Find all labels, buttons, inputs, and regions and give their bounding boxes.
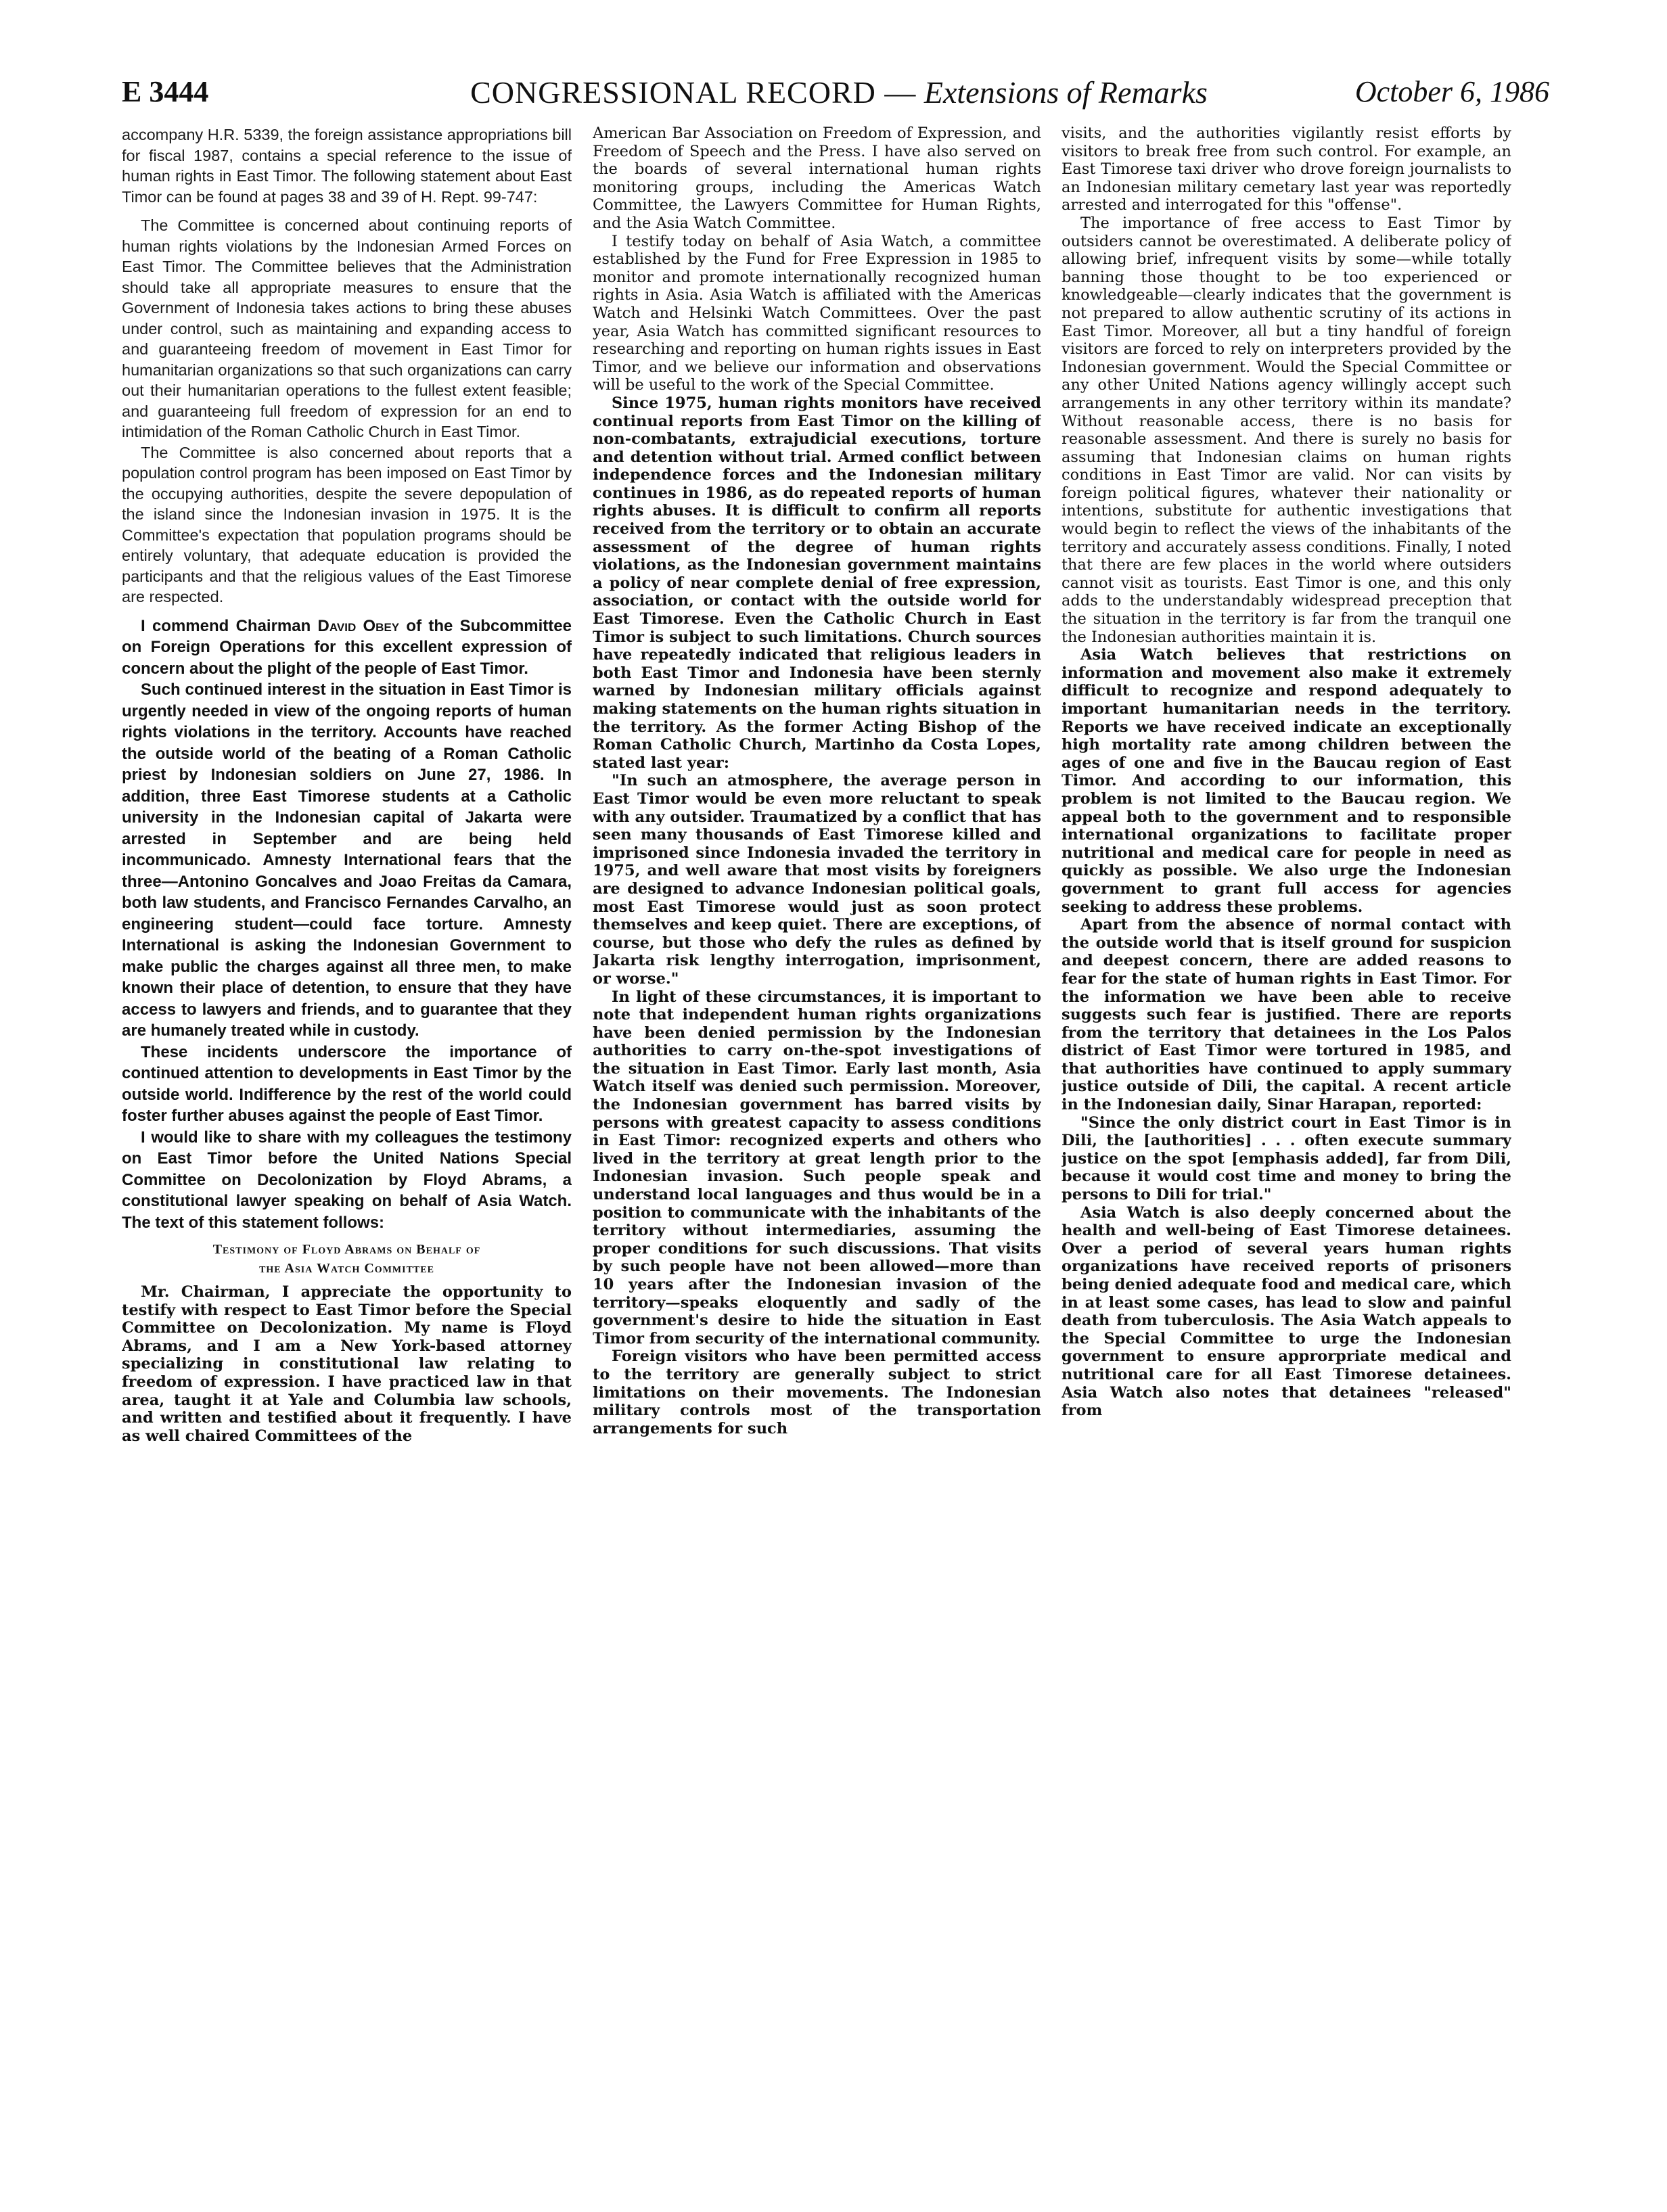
paragraph: Foreign visitors who have been permitted access to the territory are generally subject to strict limitations on their movements. The Indonesian military controls most of the transportation arrangements for such (593, 1347, 1041, 1437)
quotation: "Since the only district court in East Timor is in Dili, the [authorities] . . . often execute summary justice on the spot [emphasis added], far from Dili, because it would cost time and money to bring the persons to Dili for trial." (1061, 1113, 1511, 1204)
paragraph: I would like to share with my colleagues the testimony on East Timor before the United Nations Special Committee on Decolonization by Floyd Abrams, a constitutional lawyer speaking on behalf of Asia Watch. The text of this statement follows: (122, 1128, 572, 1232)
paragraph: Asia Watch is also deeply concerned about the health and well-being of East Timorese detainees. Over a period of several years human rights organizations have received reports of prisoners being denied adequate food and medical care, which in at least some cases, has lead to slow and painful death from tuberculosis. The Asia Watch appeals to the Special Committee to urge the Indonesian government to ensure approrpriate medical and nutritional care for all East Timorese detainees. Asia Watch also notes that detainees "released" from (1061, 1203, 1511, 1420)
paragraph: accompany H.R. 5339, the foreign assistance appropriations bill for fiscal 1987, contains a special reference to the issue of human rights in East Timor. The following statement about East Timor can be found at pages 38 and 39 of H. Rept. 99-747: (122, 126, 572, 206)
running-title (460, 74, 1218, 110)
paragraph: Such continued interest in the situation in East Timor is urgently needed in view of the ongoing reports of human rights violations in the territory. Accounts have reached the outside world of the beating of a Roman Catholic priest by Indonesian soldiers on June 27, 1986. In addition, three East Timorese students at a Catholic university in the Indonesian capital of Jakarta were arrested in September and are being held incommunicado. Amnesty International fears that the three—Antonino Goncalves and Joao Freitas da Camara, both law students, and Francisco Fernandes Carvalho, an engineering student—could face torture. Amnesty International is asking the Indonesian Government to make public the charges against all three men, to make known their place of detention, to ensure that they have access to lawyers and friends, and to guarantee that they are humanely treated while in custody. (122, 681, 572, 1040)
quotation: "In such an atmosphere, the average person in East Timor would be even more reluctant to speak with any outsider. Traumatized by a conflict that has seen many thousands of East Timorese killed and imprisoned since Indonesia invaded the territory in 1975, and well aware that most visits by foreigners are designed to advance Indonesian political goals, most East Timorese would just as soon protect themselves and keep quiet. There are exceptions, of course, but those who defy the rules as defined by Jakarta risk lengthy interrogation, imprisonment, or worse." (593, 772, 1041, 988)
committee-quote-paragraph: The Committee is also concerned about reports that a population control program has been imposed on East Timor by the occupying authorities, despite the severe depopulation of the island since the Indonesian invasion in 1975. It is the Committee's expectation that population programs should be entirely voluntary, that adequate education is provided the participants and that the religious values of the East Timorese are respected. (122, 443, 572, 605)
publication-name: CONGRESSIONAL RECORD — (470, 75, 917, 110)
paragraph: Apart from the absence of normal contact with the outside world that is itself ground for suspicion and deepest concern, there are added reasons to fear for the state of human rights in East Timor. For the information we have been able to receive suggests such fear is justified. There are reports from the territory that detainees in the Los Palos district of East Timor were tortured in 1985, and that authorities have continued to apply summary justice outside of Dili, the capital. A recent article in the Indonesian daily, Sinar Harapan, reported: (1061, 916, 1511, 1114)
paragraph: These incidents underscore the importance of continued attention to developments in East Timor by the outside world. Indifference by the rest of the world could foster further abuses against the people of East Timor. (122, 1042, 572, 1125)
committee-quote-paragraph: The Committee is concerned about continuing reports of human rights violations by the Indonesian Armed Forces on East Timor. The Committee believes that the Administration should take all appropriate measures to ensure that the Government of Indonesia takes actions to bring these abuses under control, such as maintaining and expanding access to and guaranteeing freedom of movement in East Timor for humanitarian organizations so that such organizations can carry out their humanitarian operations to the fullest extent feasible; and guaranteeing full freedom of expression for an end to intimidation of the Roman Catholic Church in East Timor. (122, 216, 572, 440)
paragraph: I commend Chairman David Obey of the Subcommittee on Foreign Operations for this excellent expression of concern about the plight of the people of East Timor. (122, 616, 572, 678)
paragraph: Since 1975, human rights monitors have received continual reports from East Timor on the killing of non-combatants, extrajudicial executions, torture and detention without trial. Armed conflict between independence forces and the Indonesian military continues in 1986, as do repeated reports of human rights abuses. It is difficult to confirm all reports received from the territory or to obtain an accurate assessment of the degree of human rights violations, as the Indonesian government maintains a policy of near complete denial of free expression, association, or contact with the outside world for East Timorese. Even the Catholic Church in East Timor is subject to such limitations. Church sources have repeatedly indicated that religious leaders in both East Timor and Indonesia have been sternly warned by Indonesian military officials against making statements on the human rights situation in the territory. As the former Acting Bishop of the Roman Catholic Church, Martinho da Costa Lopes, stated last year: (593, 394, 1041, 772)
member-name: David Obey (317, 616, 400, 635)
testimony-heading: Testimony of Floyd Abrams on Behalf of the Asia Watch Committee (212, 1242, 481, 1276)
issue-date: October 6, 1986 (1354, 75, 1549, 108)
column-3 (1061, 124, 1511, 2147)
page-number: E 3444 (122, 75, 209, 108)
paragraph: I testify today on behalf of Asia Watch, a committee established by the Fund for Free Expression in 1985 to monitor and promote internationally recognized human rights in Asia. Asia Watch is affiliated with the Americas Watch and Helsinki Watch Committees. Over the past year, Asia Watch has committed significant resources to researching and reporting on human rights issues in East Timor, and we believe our information and observations will be useful to the work of the Special Committee. (593, 232, 1041, 394)
column-1 (122, 124, 572, 2147)
paragraph: The importance of free access to East Timor by outsiders cannot be overestimated. A deliberate policy of allowing brief, infrequent visits by some—while totally banning those thought to be too experienced or knowledgeable—clearly indicates that the government is not prepared to allow authentic scrutiny of its actions in East Timor. Moreover, all but a tiny handful of foreign visitors are forced to rely on interpreters provided by the Indonesian government. Would the Special Committee or any other United Nations agency willingly accept such arrangements in any other territory within its mandate? Without reasonable access, there is no basis for reasonable assessment. And there is surely no basis for assuming that Indonesian claims on human rights conditions in East Timor are valid. Nor can visits by foreign political figures, whatever their nationality or intentions, substitute for authentic investigations that would begin to reflect the views of the inhabitants of the territory and accurately assess conditions. Finally, I noted that there are few places in the world where outsiders cannot visit as tourists. East Timor is one, and this only adds to the understandably widespread preception that the situation in the territory is far from the tranquil one the Indonesian authorities maintain it is. (1061, 214, 1511, 646)
section-name: Extensions of Remarks (923, 75, 1208, 110)
column-2 (593, 124, 1041, 2147)
page-header (122, 74, 1549, 129)
paragraph: visits, and the authorities vigilantly resist efforts by visitors to break free from such control. For example, an East Timorese taxi driver who drove foreign journalists to an Indonesian military cemetary last year was reportedly arrested and interrogated for this "offense". (1061, 124, 1511, 214)
paragraph: Asia Watch believes that restrictions on information and movement also make it extremely difficult to recognize and respond adequately to important humanitarian needs in the territory. Reports we have received indicate an exceptionally high mortality rate among children between the ages of one and five in the Baucau region of East Timor. And according to our information, this problem is not limited to the Baucau region. We appeal both to the government and to responsible international organizations to facilitate proper nutritional and medical care for people in need as quickly as possible. We also urge the Indonesian government to grant full access for agencies seeking to address these problems. (1061, 646, 1511, 916)
paragraph: Mr. Chairman, I appreciate the opportunity to testify with respect to East Timor before the Special Committee on Decolonization. My name is Floyd Abrams, and I am a New York-based attorney specializing in constitutional law relating to freedom of expression. I have practiced law in that area, taught it at Yale and Columbia law schools, and written and testified about it frequently. I have as well chaired Committees of the (122, 1283, 572, 1445)
paragraph: In light of these circumstances, it is important to note that independent human rights organizations have been denied permission by the Indonesian authorities to carry on-the-spot investigations of the situation in East Timor. Early last month, Asia Watch itself was denied such permission. Moreover, the Indonesian government has barred visits by persons with greatest capacity to assess conditions in East Timor: recognized experts and others who lived in the territory at great length prior to the Indonesian invasion. Such people speak and understand local languages and thus would be in a position to communicate with the inhabitants of the territory without intermediaries, assuming the proper conditions for such discussions. That visits by such people have not been allowed—more than 10 years after the Indonesian invasion of the territory—speaks eloquently and sadly of the government's desire to hide the situation in East Timor from security of the international community. (593, 988, 1041, 1347)
paragraph: American Bar Association on Freedom of Expression, and Freedom of Speech and the Press. I have also served on the boards of several international human rights monitoring groups, including the Americas Watch Committee, the Lawyers Committee for Human Rights, and the Asia Watch Committee. (593, 124, 1041, 232)
